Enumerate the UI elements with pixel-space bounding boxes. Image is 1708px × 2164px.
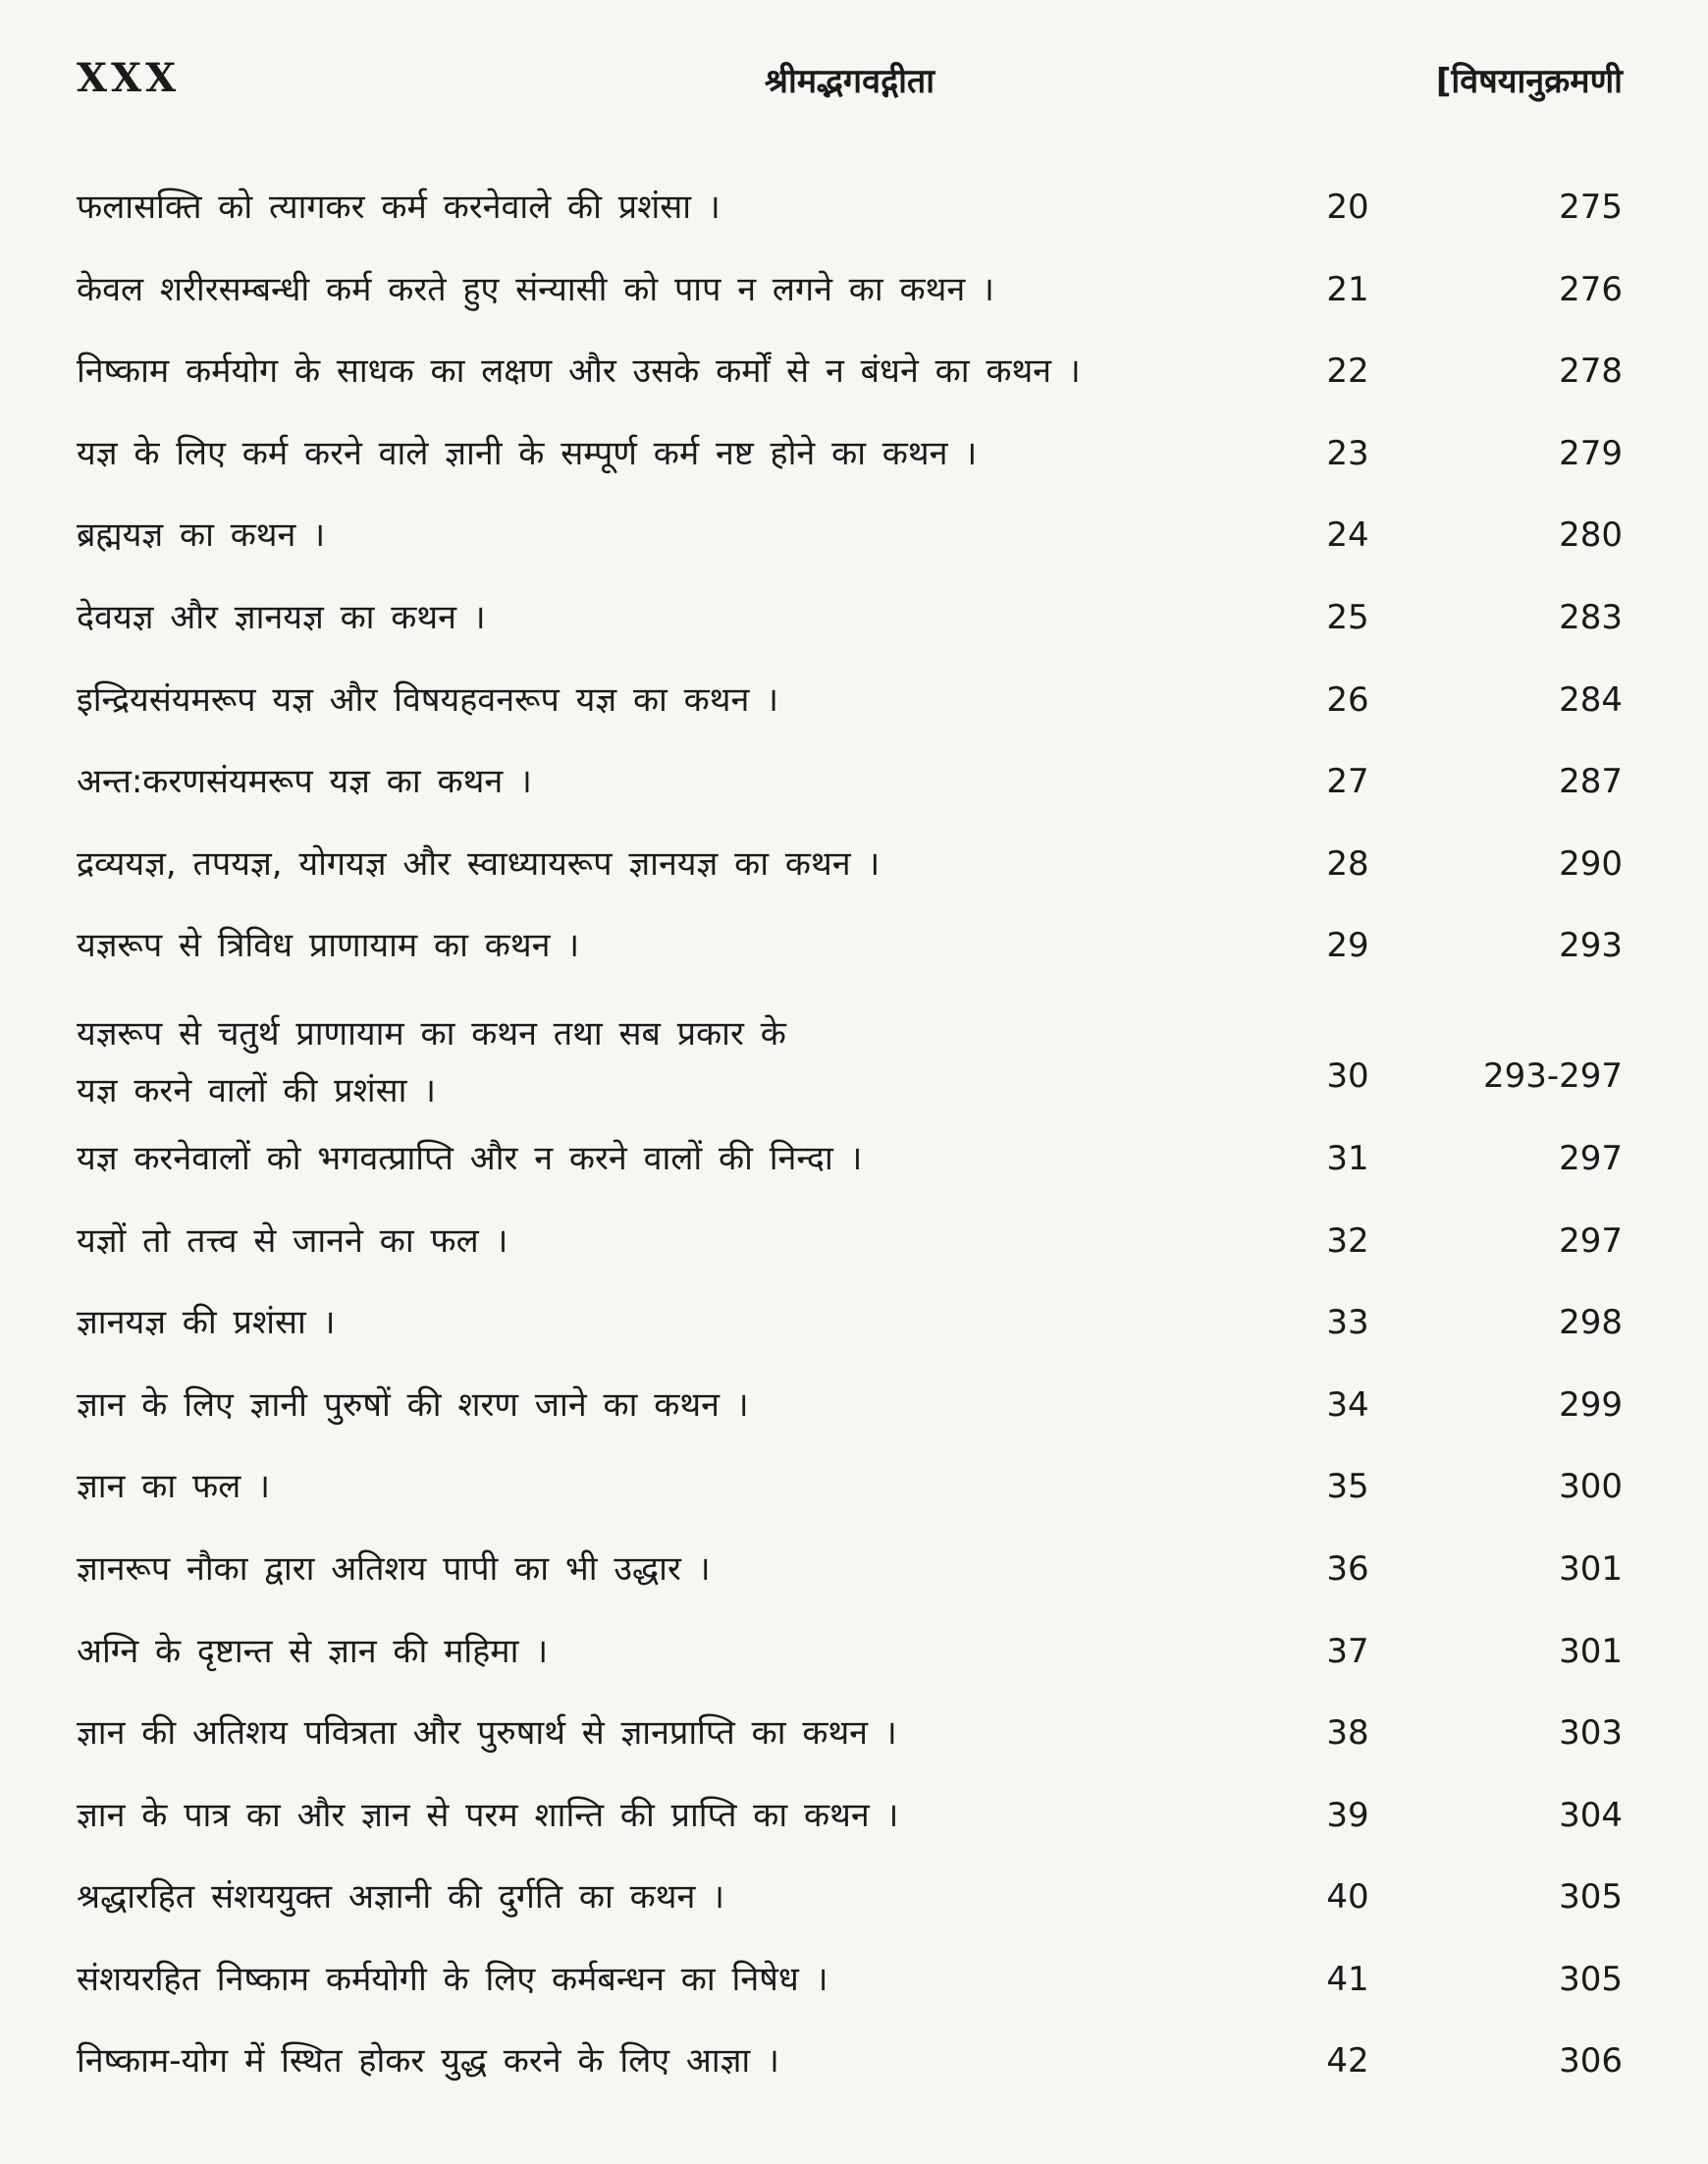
- section-title: [विषयानुक्रमणी: [1435, 62, 1623, 101]
- entry-verse-number: 39: [1326, 1795, 1369, 1835]
- entry-verse-number: 26: [1326, 679, 1369, 720]
- entry-verse-number: 35: [1326, 1467, 1369, 1507]
- entry-verse-number: 42: [1326, 2041, 1369, 2082]
- list-item: [77, 1446, 1623, 1529]
- contents-list: [77, 167, 1623, 2103]
- entry-verse-number: 30: [1326, 1055, 1369, 1096]
- list-item: [77, 1529, 1623, 1611]
- entry-description: ज्ञान के लिए ज्ञानी पुरुषों की शरण जाने का कथन ।: [77, 1384, 749, 1425]
- list-item: [77, 577, 1623, 660]
- entry-page-number: 279: [1559, 433, 1623, 473]
- entry-page-number: 300: [1559, 1467, 1623, 1507]
- list-item: [77, 413, 1623, 496]
- entry-page-number: 278: [1559, 352, 1623, 392]
- list-item: [77, 167, 1623, 249]
- list-item: [77, 1201, 1623, 1283]
- list-item: [77, 1775, 1623, 1858]
- entry-page-number: 297: [1559, 1138, 1623, 1178]
- entry-page-number: 306: [1559, 2041, 1623, 2082]
- entry-description: ज्ञान के पात्र का और ज्ञान से परम शान्ति की प्राप्ति का कथन ।: [77, 1795, 899, 1835]
- entry-page-number: 304: [1559, 1795, 1623, 1835]
- entry-page-number: 275: [1559, 188, 1623, 227]
- list-item: [77, 988, 1623, 1118]
- entry-description: निष्काम-योग में स्थित होकर युद्ध करने के लिए आज्ञा ।: [77, 2041, 779, 2082]
- entry-verse-number: 32: [1326, 1220, 1369, 1261]
- entry-description: निष्काम कर्मयोग के साधक का लक्षण और उसके कर्मों से न बंधने का कथन ।: [77, 352, 1081, 392]
- list-item: [77, 495, 1623, 577]
- list-item: [77, 249, 1623, 332]
- list-item: [77, 660, 1623, 742]
- entry-description: यज्ञ करनेवालों को भगवत्प्राप्ति और न करने वालों की निन्दा ।: [77, 1138, 863, 1178]
- entry-description: अन्त:करणसंयमरूप यज्ञ का कथन ।: [77, 762, 532, 802]
- entry-page-number: 305: [1559, 1959, 1623, 1999]
- entry-description: ज्ञान की अतिशय पवित्रता और पुरुषार्थ से ज्ञानप्राप्ति का कथन ।: [77, 1713, 897, 1754]
- entry-verse-number: 31: [1326, 1138, 1369, 1178]
- list-item: [77, 905, 1623, 988]
- entry-page-number: 284: [1559, 679, 1623, 720]
- list-item: [77, 1939, 1623, 2022]
- list-item: [77, 331, 1623, 413]
- entry-description: ज्ञानरूप नौका द्वारा अतिशय पापी का भी उद्धार ।: [77, 1548, 711, 1589]
- entry-verse-number: 27: [1326, 762, 1369, 802]
- entry-description: यज्ञों तो तत्त्व से जानने का फल ।: [77, 1220, 508, 1261]
- entry-verse-number: 21: [1326, 269, 1369, 309]
- entry-page-number: 297: [1559, 1220, 1623, 1261]
- list-item: [77, 1282, 1623, 1365]
- entry-verse-number: 25: [1326, 597, 1369, 637]
- entry-verse-number: 40: [1326, 1877, 1369, 1918]
- entry-description: ज्ञानयज्ञ की प्रशंसा ।: [77, 1303, 336, 1343]
- entry-page-number: 293: [1559, 926, 1623, 966]
- list-item: [77, 1693, 1623, 1775]
- entry-verse-number: 33: [1326, 1303, 1369, 1343]
- entry-page-number: 276: [1559, 269, 1623, 309]
- entry-verse-number: 41: [1326, 1959, 1369, 1999]
- entry-description: ज्ञान का फल ।: [77, 1467, 270, 1507]
- entry-page-number: 298: [1559, 1303, 1623, 1343]
- entry-verse-number: 28: [1326, 843, 1369, 884]
- entry-page-number: 305: [1559, 1877, 1623, 1918]
- entry-description: फलासक्ति को त्यागकर कर्म करनेवाले की प्रशंसा ।: [77, 188, 721, 227]
- entry-verse-number: 38: [1326, 1713, 1369, 1754]
- entry-page-number: 280: [1559, 515, 1623, 556]
- list-item: [77, 1365, 1623, 1447]
- entry-description: संशयरहित निष्काम कर्मयोगी के लिए कर्मबन्धन का निषेध ।: [77, 1959, 828, 1999]
- entry-page-number: 290: [1559, 843, 1623, 884]
- list-item: [77, 1611, 1623, 1694]
- entry-description: देवयज्ञ और ज्ञानयज्ञ का कथन ।: [77, 597, 486, 637]
- entry-description: श्रद्धारहित संशययुक्त अज्ञानी की दुर्गति का कथन ।: [77, 1877, 725, 1918]
- list-item: [77, 1857, 1623, 1939]
- entry-page-number: 303: [1559, 1713, 1623, 1754]
- entry-verse-number: 34: [1326, 1384, 1369, 1425]
- entry-verse-number: 22: [1326, 352, 1369, 392]
- page-number: XXX: [77, 55, 181, 101]
- entry-page-number: 287: [1559, 762, 1623, 802]
- entry-verse-number: 24: [1326, 515, 1369, 556]
- entry-page-number: 301: [1559, 1548, 1623, 1589]
- entry-description: इन्द्रियसंयमरूप यज्ञ और विषयहवनरूप यज्ञ का कथन ।: [77, 679, 779, 720]
- entry-verse-number: 23: [1326, 433, 1369, 473]
- entry-description: यज्ञ के लिए कर्म करने वाले ज्ञानी के सम्पूर्ण कर्म नष्ट होने का कथन ।: [77, 433, 978, 473]
- entry-page-number: 283: [1559, 597, 1623, 637]
- entry-description: अग्नि के दृष्टान्त से ज्ञान की महिमा ।: [77, 1631, 549, 1671]
- entry-page-number: 299: [1559, 1384, 1623, 1425]
- entry-verse-number: 20: [1326, 188, 1369, 227]
- entry-description: द्रव्ययज्ञ, तपयज्ञ, योगयज्ञ और स्वाध्यायरूप ज्ञानयज्ञ का कथन ।: [77, 843, 881, 884]
- entry-description: यज्ञरूप से चतुर्थ प्राणायाम का कथन तथा सब प्रकार के यज्ञ करने वालों की प्रशंसा ।: [77, 1013, 786, 1110]
- entry-verse-number: 37: [1326, 1631, 1369, 1671]
- page-header: [77, 51, 1623, 110]
- book-title: श्रीमद्भगवद्गीता: [764, 62, 935, 101]
- list-item: [77, 741, 1623, 824]
- list-item: [77, 1118, 1623, 1201]
- entry-verse-number: 29: [1326, 926, 1369, 966]
- entry-verse-number: 36: [1326, 1548, 1369, 1589]
- list-item: [77, 2021, 1623, 2103]
- entry-description: यज्ञरूप से त्रिविध प्राणायाम का कथन ।: [77, 926, 580, 966]
- entry-page-number: 301: [1559, 1631, 1623, 1671]
- entry-description: केवल शरीरसम्बन्धी कर्म करते हुए संन्यासी को पाप न लगने का कथन ।: [77, 269, 994, 309]
- entry-page-number: 293-297: [1482, 1055, 1623, 1096]
- entry-description: ब्रह्मयज्ञ का कथन ।: [77, 515, 326, 556]
- list-item: [77, 824, 1623, 906]
